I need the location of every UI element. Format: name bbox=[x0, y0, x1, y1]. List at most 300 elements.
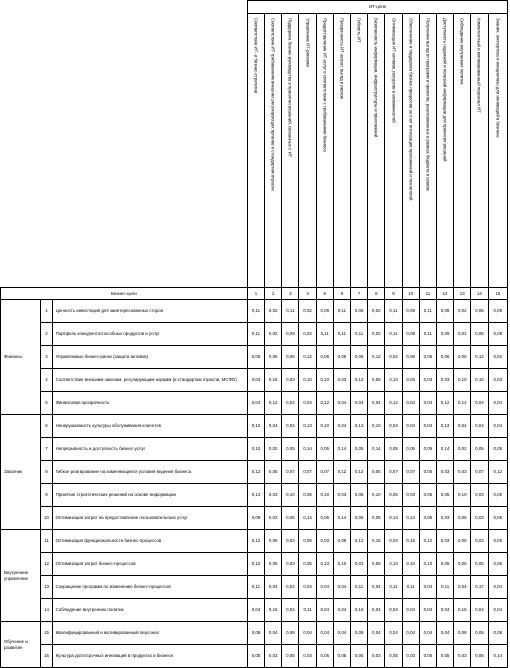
weight-cell: 0,09 bbox=[436, 323, 453, 346]
weight-cell: 0,11 bbox=[351, 576, 368, 599]
weight-cell: 0,05 bbox=[488, 438, 507, 461]
weight-cell: 0,09 bbox=[436, 300, 453, 323]
weight-cell: 0,03 bbox=[436, 369, 453, 392]
it-goal-text: Обеспечение и поддержка бизнес-процессов за счет интеграции приложений и технологий bbox=[408, 17, 414, 200]
weight-cell: 0,05 bbox=[488, 553, 507, 576]
weight-cell: 0,05 bbox=[351, 645, 368, 668]
weight-cell: 0,11 bbox=[419, 323, 436, 346]
weight-cell: 0,04 bbox=[333, 576, 350, 599]
it-goal-cell bbox=[454, 14, 471, 288]
weight-cell: 0,07 bbox=[471, 461, 488, 484]
weight-cell: 0,04 bbox=[265, 576, 282, 599]
weight-cell: 0,12 bbox=[351, 461, 368, 484]
weight-cell: 0,05 bbox=[419, 438, 436, 461]
weight-cell: 0,12 bbox=[265, 392, 282, 415]
it-goal-number: 1 bbox=[247, 288, 264, 300]
weight-cell: 0,04 bbox=[488, 576, 507, 599]
business-goal-number: 9 bbox=[41, 484, 52, 507]
it-goal-text: Управление ИТ-рисками bbox=[305, 17, 311, 67]
weight-cell: 0,03 bbox=[299, 645, 316, 668]
weight-cell: 0,12 bbox=[419, 530, 436, 553]
weight-cell: 0,15 bbox=[402, 530, 419, 553]
it-goals-title: ИТ-цели bbox=[247, 1, 507, 14]
business-goal-text: Оптимизация затрат бизнес-процессов bbox=[52, 553, 247, 576]
it-goal-number: 13 bbox=[454, 288, 471, 300]
business-goal-text: Оптимизация затрат на предоставление пользовательских услуг bbox=[52, 507, 247, 530]
weight-cell: 0,03 bbox=[247, 369, 264, 392]
business-goal-text: Соответствие внешним законам, регулирующим нормам (и стандартам отрасли, МСФО) bbox=[52, 369, 247, 392]
weight-cell: 0,04 bbox=[368, 392, 385, 415]
weight-cell: 0,10 bbox=[316, 369, 333, 392]
weight-cell: 0,05 bbox=[419, 484, 436, 507]
weight-cell: 0,07 bbox=[316, 461, 333, 484]
it-goal-cell bbox=[368, 14, 385, 288]
weight-cell: 0,02 bbox=[368, 300, 385, 323]
weight-cell: 0,11 bbox=[299, 599, 316, 622]
weight-cell: 0,03 bbox=[351, 553, 368, 576]
it-goal-number: 9 bbox=[385, 288, 402, 300]
weight-cell: 0,14 bbox=[488, 645, 507, 668]
table-row bbox=[1, 346, 508, 369]
weight-cell: 0,09 bbox=[316, 300, 333, 323]
weight-cell: 0,04 bbox=[368, 599, 385, 622]
business-goal-text: Управляемые бизнес-риски (защита активов) bbox=[52, 346, 247, 369]
it-goal-cell bbox=[436, 14, 453, 288]
weight-cell: 0,02 bbox=[265, 323, 282, 346]
it-goal-number: 6 bbox=[333, 288, 350, 300]
business-goal-text: Портфель конкурентоспособных продуктов и услуг bbox=[52, 323, 247, 346]
weight-cell: 0,09 bbox=[282, 323, 299, 346]
business-goal-number: 5 bbox=[41, 392, 52, 415]
weight-cell: 0,04 bbox=[282, 392, 299, 415]
table-row bbox=[1, 599, 508, 622]
weight-cell: 0,05 bbox=[351, 484, 368, 507]
weight-cell: 0,08 bbox=[351, 622, 368, 645]
it-goal-number: 14 bbox=[471, 288, 488, 300]
business-goal-text: Сокращение программ по изменению бизнес-процессов bbox=[52, 576, 247, 599]
it-goal-number: 7 bbox=[351, 288, 368, 300]
weight-cell: 0,06 bbox=[351, 346, 368, 369]
weight-cell: 0,11 bbox=[316, 323, 333, 346]
it-goal-text: Соблюдение внутренних политик bbox=[459, 17, 465, 84]
weight-cell: 0,09 bbox=[402, 300, 419, 323]
business-goal-text: Гибкое реагирование на изменяющиеся условия ведения бизнеса bbox=[52, 461, 247, 484]
weight-cell: 0,14 bbox=[299, 438, 316, 461]
weight-cell: 0,11 bbox=[385, 300, 402, 323]
weight-cell: 0,14 bbox=[299, 507, 316, 530]
weight-cell: 0,11 bbox=[419, 300, 436, 323]
weight-cell: 0,05 bbox=[385, 645, 402, 668]
it-goal-text: Получение выгод от программ и проектов, реализованных в рамках бюджета и сроков bbox=[425, 17, 431, 191]
weight-cell: 0,12 bbox=[368, 346, 385, 369]
weight-cell: 0,04 bbox=[247, 392, 264, 415]
weight-cell: 0,04 bbox=[419, 622, 436, 645]
weight-cell: 0,03 bbox=[436, 461, 453, 484]
weight-cell: 0,03 bbox=[265, 645, 282, 668]
it-goal-number: 4 bbox=[299, 288, 316, 300]
weight-cell: 0,10 bbox=[316, 484, 333, 507]
business-goal-number: 11 bbox=[41, 530, 52, 553]
weight-cell: 0,02 bbox=[265, 438, 282, 461]
weight-cell: 0,03 bbox=[402, 484, 419, 507]
weight-cell: 0,05 bbox=[368, 369, 385, 392]
weight-cell: 0,05 bbox=[351, 507, 368, 530]
weight-cell: 0,06 bbox=[333, 346, 350, 369]
table-row bbox=[1, 576, 508, 599]
weight-cell: 0,04 bbox=[454, 576, 471, 599]
business-goal-number: 16 bbox=[41, 645, 52, 668]
it-goal-cell bbox=[316, 14, 333, 288]
it-goal-text: Гибкость ИТ bbox=[356, 17, 362, 43]
weight-cell: 0,05 bbox=[265, 461, 282, 484]
weight-cell: 0,04 bbox=[454, 415, 471, 438]
weight-cell: 0,04 bbox=[402, 415, 419, 438]
weight-cell: 0,06 bbox=[265, 346, 282, 369]
it-goal-cell bbox=[282, 14, 299, 288]
weight-cell: 0,05 bbox=[454, 553, 471, 576]
business-goal-number: 1 bbox=[41, 300, 52, 323]
it-goal-text: Знания, экспертиза и инициативы для инноваций в бизнесе bbox=[495, 17, 501, 138]
weight-cell: 0,06 bbox=[402, 346, 419, 369]
weight-cell: 0,13 bbox=[299, 415, 316, 438]
weight-cell: 0,05 bbox=[488, 484, 507, 507]
business-goal-text: Оптимизация функциональности бизнес-процессов bbox=[52, 530, 247, 553]
it-goal-number: 8 bbox=[368, 288, 385, 300]
weight-cell: 0,06 bbox=[436, 346, 453, 369]
table-row bbox=[1, 438, 508, 461]
category-label: Внутренние управление bbox=[1, 530, 41, 622]
weight-cell: 0,05 bbox=[299, 484, 316, 507]
weight-cell: 0,06 bbox=[282, 346, 299, 369]
business-goal-text: Принятие стратегических решений на основе информации bbox=[52, 484, 247, 507]
weight-cell: 0,04 bbox=[282, 599, 299, 622]
weight-cell: 0,12 bbox=[316, 392, 333, 415]
it-goal-text: Предоставление ИТ-услуг в соответствии с требованиями бизнеса bbox=[322, 17, 328, 152]
weight-cell: 0,03 bbox=[316, 530, 333, 553]
weight-cell: 0,03 bbox=[265, 507, 282, 530]
weight-cell: 0,02 bbox=[368, 323, 385, 346]
weight-cell: 0,10 bbox=[333, 553, 350, 576]
weight-cell: 0,10 bbox=[471, 369, 488, 392]
business-goal-number: 10 bbox=[41, 507, 52, 530]
table-row bbox=[1, 323, 508, 346]
weight-cell: 0,15 bbox=[265, 369, 282, 392]
weight-cell: 0,03 bbox=[265, 484, 282, 507]
weight-cell: 0,03 bbox=[471, 530, 488, 553]
weight-cell: 0,04 bbox=[351, 392, 368, 415]
table-row bbox=[1, 461, 508, 484]
weight-cell: 0,03 bbox=[402, 645, 419, 668]
business-goal-number: 2 bbox=[41, 323, 52, 346]
weight-cell: 0,04 bbox=[402, 599, 419, 622]
weight-cell: 0,06 bbox=[316, 346, 333, 369]
weight-cell: 0,07 bbox=[299, 461, 316, 484]
weight-cell: 0,13 bbox=[351, 415, 368, 438]
header-number-row bbox=[1, 288, 508, 300]
weight-cell: 0,04 bbox=[316, 599, 333, 622]
weight-cell: 0,09 bbox=[488, 300, 507, 323]
weight-cell: 0,04 bbox=[282, 415, 299, 438]
weight-cell: 0,14 bbox=[402, 507, 419, 530]
weight-cell: 0,02 bbox=[299, 323, 316, 346]
weight-cell: 0,05 bbox=[488, 507, 507, 530]
weight-cell: 0,04 bbox=[436, 622, 453, 645]
business-goal-text: Финансовая прозрачность bbox=[52, 392, 247, 415]
category-label: Заказчик bbox=[1, 415, 41, 530]
weight-cell: 0,05 bbox=[454, 507, 471, 530]
weight-cell: 0,15 bbox=[454, 599, 471, 622]
it-goal-number: 12 bbox=[436, 288, 453, 300]
weight-cell: 0,03 bbox=[488, 369, 507, 392]
it-goal-cell bbox=[265, 14, 282, 288]
weight-cell: 0,06 bbox=[454, 346, 471, 369]
weight-cell: 0,06 bbox=[351, 300, 368, 323]
weight-cell: 0,04 bbox=[419, 415, 436, 438]
weight-cell: 0,12 bbox=[247, 530, 264, 553]
weight-cell: 0,02 bbox=[299, 300, 316, 323]
weight-cell: 0,11 bbox=[351, 323, 368, 346]
weight-cell: 0,02 bbox=[385, 346, 402, 369]
weight-cell: 0,05 bbox=[282, 438, 299, 461]
weight-cell: 0,05 bbox=[402, 438, 419, 461]
weight-cell: 0,10 bbox=[247, 553, 264, 576]
table-row bbox=[1, 484, 508, 507]
weight-cell: 0,13 bbox=[385, 553, 402, 576]
weight-cell: 0,04 bbox=[299, 622, 316, 645]
business-goal-number: 15 bbox=[41, 622, 52, 645]
category-label: Обучение и развитие bbox=[1, 622, 41, 668]
weight-cell: 0,05 bbox=[333, 645, 350, 668]
weight-cell: 0,03 bbox=[282, 530, 299, 553]
weight-cell: 0,13 bbox=[316, 553, 333, 576]
weight-cell: 0,05 bbox=[488, 530, 507, 553]
it-goal-cell bbox=[247, 14, 264, 288]
weight-cell: 0,04 bbox=[333, 599, 350, 622]
weight-cell: 0,04 bbox=[368, 622, 385, 645]
weight-cell: 0,11 bbox=[385, 323, 402, 346]
weight-cell: 0,05 bbox=[454, 530, 471, 553]
it-goal-cell bbox=[402, 14, 419, 288]
weight-cell: 0,11 bbox=[333, 300, 350, 323]
weight-cell: 0,09 bbox=[488, 323, 507, 346]
weight-cell: 0,05 bbox=[471, 553, 488, 576]
weight-cell: 0,10 bbox=[247, 438, 264, 461]
weight-cell: 0,02 bbox=[454, 323, 471, 346]
weight-cell: 0,03 bbox=[368, 645, 385, 668]
weight-cell: 0,10 bbox=[368, 415, 385, 438]
weight-cell: 0,14 bbox=[333, 507, 350, 530]
business-goal-number: 3 bbox=[41, 346, 52, 369]
weight-cell: 0,15 bbox=[368, 530, 385, 553]
weight-cell: 0,12 bbox=[454, 392, 471, 415]
weight-cell: 0,04 bbox=[316, 576, 333, 599]
it-goal-text: Безопасность информации, инфраструктуры и приложений bbox=[373, 17, 379, 137]
weight-cell: 0,04 bbox=[333, 415, 350, 438]
weight-cell: 0,04 bbox=[385, 622, 402, 645]
weight-cell: 0,04 bbox=[265, 622, 282, 645]
weight-cell: 0,03 bbox=[436, 530, 453, 553]
weight-cell: 0,04 bbox=[436, 599, 453, 622]
weight-cell: 0,05 bbox=[368, 553, 385, 576]
weight-cell: 0,06 bbox=[247, 346, 264, 369]
weight-cell: 0,10 bbox=[368, 484, 385, 507]
it-goal-number: 5 bbox=[316, 288, 333, 300]
weight-cell: 0,05 bbox=[316, 507, 333, 530]
weight-cell: 0,04 bbox=[471, 415, 488, 438]
weight-cell: 0,04 bbox=[385, 599, 402, 622]
weight-cell: 0,12 bbox=[351, 530, 368, 553]
weight-cell: 0,05 bbox=[436, 645, 453, 668]
weight-cell: 0,04 bbox=[488, 599, 507, 622]
weight-cell: 0,02 bbox=[454, 300, 471, 323]
weight-cell: 0,03 bbox=[471, 507, 488, 530]
it-goal-number: 10 bbox=[402, 288, 419, 300]
weight-cell: 0,12 bbox=[247, 461, 264, 484]
table-row bbox=[1, 530, 508, 553]
weight-cell: 0,05 bbox=[471, 645, 488, 668]
weight-cell: 0,05 bbox=[385, 438, 402, 461]
weight-cell: 0,08 bbox=[247, 622, 264, 645]
weight-cell: 0,05 bbox=[316, 645, 333, 668]
weight-cell: 0,03 bbox=[402, 369, 419, 392]
business-goal-text: Соблюдение внутренних политик bbox=[52, 599, 247, 622]
weight-cell: 0,04 bbox=[265, 415, 282, 438]
weight-cell: 0,10 bbox=[402, 553, 419, 576]
business-goal-number: 12 bbox=[41, 553, 52, 576]
weight-cell: 0,12 bbox=[471, 346, 488, 369]
weight-cell: 0,11 bbox=[247, 323, 264, 346]
weight-cell: 0,05 bbox=[265, 553, 282, 576]
weight-cell: 0,05 bbox=[419, 461, 436, 484]
weight-cell: 0,04 bbox=[299, 576, 316, 599]
business-goals-title: Бизнес-цели bbox=[1, 288, 248, 300]
weight-cell: 0,05 bbox=[471, 323, 488, 346]
weight-cell: 0,05 bbox=[282, 645, 299, 668]
weight-cell: 0,04 bbox=[419, 576, 436, 599]
weight-cell: 0,05 bbox=[419, 645, 436, 668]
table-row bbox=[1, 645, 508, 668]
business-goal-number: 13 bbox=[41, 576, 52, 599]
weight-cell: 0,02 bbox=[488, 346, 507, 369]
weight-cell: 0,10 bbox=[247, 415, 264, 438]
business-goal-number: 14 bbox=[41, 599, 52, 622]
weight-cell: 0,11 bbox=[247, 300, 264, 323]
weight-cell: 0,04 bbox=[419, 599, 436, 622]
weight-cell: 0,05 bbox=[385, 484, 402, 507]
weight-cell: 0,05 bbox=[316, 438, 333, 461]
it-goal-cell bbox=[488, 14, 507, 288]
weight-cell: 0,04 bbox=[282, 576, 299, 599]
weight-cell: 0,07 bbox=[402, 461, 419, 484]
it-goal-text: Компетентный и мотивированный персонал ИТ bbox=[476, 17, 482, 113]
it-goal-cell bbox=[333, 14, 350, 288]
weight-cell: 0,05 bbox=[299, 530, 316, 553]
weight-cell: 0,10 bbox=[351, 369, 368, 392]
weight-cell: 0,03 bbox=[282, 553, 299, 576]
weight-cell: 0,05 bbox=[368, 461, 385, 484]
weight-cell: 0,03 bbox=[454, 461, 471, 484]
weight-cell: 0,13 bbox=[436, 415, 453, 438]
weight-cell: 0,12 bbox=[333, 461, 350, 484]
weight-cell: 0,09 bbox=[402, 323, 419, 346]
weight-cell: 0,08 bbox=[282, 622, 299, 645]
weight-cell: 0,05 bbox=[436, 484, 453, 507]
weight-cell: 0,14 bbox=[368, 438, 385, 461]
table-row bbox=[1, 553, 508, 576]
weight-cell: 0,04 bbox=[385, 415, 402, 438]
it-goal-cell bbox=[419, 14, 436, 288]
weight-cell: 0,04 bbox=[471, 392, 488, 415]
it-goal-number: 3 bbox=[282, 288, 299, 300]
weight-cell: 0,11 bbox=[436, 576, 453, 599]
weight-cell: 0,05 bbox=[436, 553, 453, 576]
weight-cell: 0,02 bbox=[454, 438, 471, 461]
business-goal-number: 7 bbox=[41, 438, 52, 461]
weight-cell: 0,05 bbox=[282, 507, 299, 530]
it-goal-text: Поддержка бизнес-руководства в принятии решений, связанных с ИТ bbox=[287, 17, 293, 157]
weight-cell: 0,05 bbox=[333, 530, 350, 553]
weight-cell: 0,03 bbox=[436, 507, 453, 530]
weight-cell: 0,11 bbox=[385, 576, 402, 599]
business-goal-text: Ценность инвестиций для заинтересованных сторон bbox=[52, 300, 247, 323]
weight-cell: 0,04 bbox=[316, 622, 333, 645]
weight-cell: 0,03 bbox=[333, 369, 350, 392]
weight-cell: 0,05 bbox=[419, 507, 436, 530]
weight-cell: 0,05 bbox=[299, 553, 316, 576]
weight-cell: 0,04 bbox=[488, 415, 507, 438]
weight-cell: 0,14 bbox=[385, 507, 402, 530]
weight-cell: 0,09 bbox=[247, 507, 264, 530]
weight-cell: 0,04 bbox=[368, 576, 385, 599]
business-goal-number: 8 bbox=[41, 461, 52, 484]
category-label: Финансы bbox=[1, 300, 41, 415]
corner-blank bbox=[1, 1, 248, 288]
it-goal-cell bbox=[299, 14, 316, 288]
weight-cell: 0,03 bbox=[471, 484, 488, 507]
weight-cell: 0,05 bbox=[368, 507, 385, 530]
it-goal-cell bbox=[471, 14, 488, 288]
weight-cell: 0,15 bbox=[265, 599, 282, 622]
it-goal-number: 11 bbox=[419, 288, 436, 300]
weight-cell: 0,08 bbox=[488, 622, 507, 645]
weight-cell: 0,05 bbox=[471, 438, 488, 461]
weight-cell: 0,04 bbox=[299, 392, 316, 415]
weight-cell: 0,11 bbox=[247, 576, 264, 599]
weight-cell: 0,04 bbox=[471, 599, 488, 622]
weight-cell: 0,07 bbox=[385, 461, 402, 484]
business-goal-text: Непрерывность и доступность бизнес-услуг bbox=[52, 438, 247, 461]
weight-cell: 0,05 bbox=[351, 438, 368, 461]
business-goal-text: Культура долгосрочных инноваций в продуктах и бизнесе bbox=[52, 645, 247, 668]
weight-cell: 0,07 bbox=[282, 461, 299, 484]
weight-cell: 0,13 bbox=[385, 369, 402, 392]
it-goal-text: Прозрачность ИТ-затрат, выгод и рисков bbox=[339, 17, 345, 99]
weight-cell: 0,10 bbox=[299, 369, 316, 392]
it-goal-text: Доступность надежной и полезной информации для принятия решений bbox=[442, 17, 448, 161]
it-goal-cell bbox=[385, 14, 402, 288]
weight-cell: 0,03 bbox=[454, 645, 471, 668]
business-goal-number: 6 bbox=[41, 415, 52, 438]
weight-cell: 0,03 bbox=[333, 484, 350, 507]
weight-cell: 0,12 bbox=[488, 461, 507, 484]
weight-cell: 0,08 bbox=[471, 622, 488, 645]
weight-cell: 0,04 bbox=[247, 599, 264, 622]
weight-cell: 0,15 bbox=[351, 599, 368, 622]
weight-cell: 0,03 bbox=[385, 530, 402, 553]
weight-cell: 0,10 bbox=[454, 484, 471, 507]
weight-cell: 0,04 bbox=[402, 392, 419, 415]
weight-cell: 0,04 bbox=[488, 392, 507, 415]
